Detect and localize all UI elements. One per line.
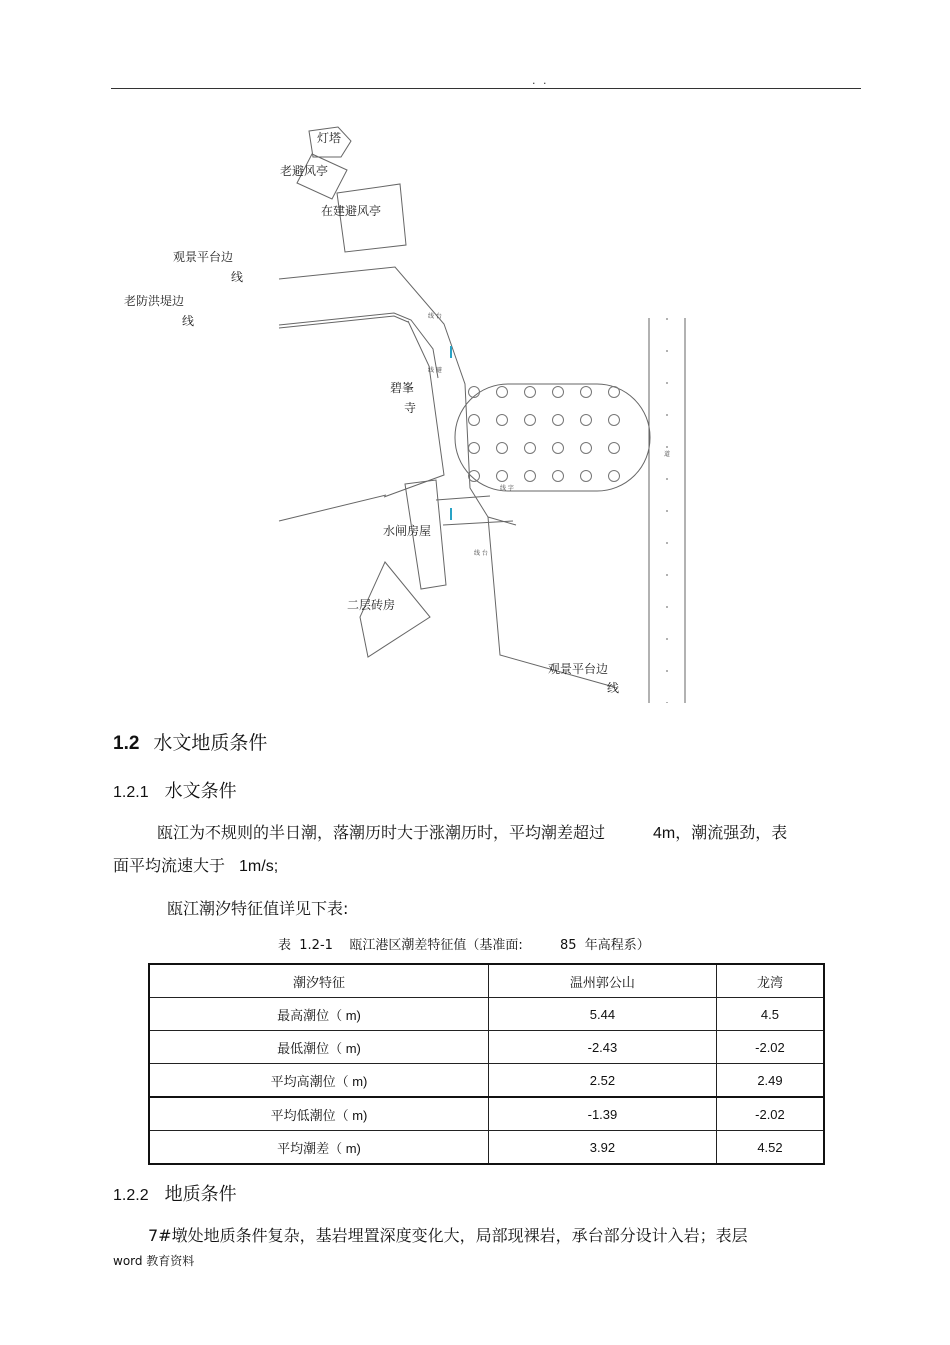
pile-circle [581,443,592,454]
table-header-cell: 温州郭公山 [488,964,716,998]
pile-circle [581,387,592,398]
table-row [149,1097,824,1131]
subsection-heading-hydrology [113,777,237,803]
pile-circle [609,443,620,454]
pile-circle [581,471,592,482]
pile-circle [553,387,564,398]
text-run: 瓯江为不规则的半日潮，落潮历时大于涨潮历时，平均潮差超过 [157,823,606,842]
text-run: 面平均流速大于 [113,856,226,875]
label-old-pavilion: 老避风亭 [280,164,329,178]
pile-circle [525,415,536,426]
pile-circle [497,443,508,454]
new-pavilion-shape [337,184,406,252]
pile-grid [469,387,620,482]
table-caption: 表 1.2-1 瓯江港区潮差特征值（基准面: 85 年高程系） [278,938,650,953]
subsection-title: 地质条件 [164,1184,237,1205]
table-cell: 2.52 [488,1064,716,1098]
footer-text: word 教育资料 [113,1254,195,1268]
label-sluice-house: 水闸房屋 [383,524,432,538]
pile-circle [525,443,536,454]
pile-circle [553,443,564,454]
tiny-annotation: 线 避 [428,367,442,374]
table-cell: 最高潮位（ m) [149,998,488,1031]
label-temple: 碧峯 [390,381,415,395]
header-rule [111,88,861,89]
text-run: 1m/s; [239,858,279,875]
tiny-annotation: 线 字 [500,485,514,492]
header-dots: . . [532,74,549,87]
table-row [149,1031,824,1064]
pile-circle [609,415,620,426]
label-platform-edge-2-line: 线 [607,681,620,695]
section-heading [113,728,267,755]
table-cell: -2.43 [488,1031,716,1064]
table-cell: -2.02 [716,1097,824,1131]
subsection-number: 1.2.2 [113,1187,149,1204]
table-cell: 平均低潮位（ m) [149,1097,488,1131]
section-title: 水文地质条件 [153,732,268,754]
label-platform-edge: 观景平台边 [173,250,234,264]
pile-circle [497,415,508,426]
subsection-title: 水文条件 [164,781,237,802]
table-cell: -2.02 [716,1031,824,1064]
paragraph-line [113,849,278,883]
text-run: 4m [653,825,676,842]
pile-circle [525,471,536,482]
tiny-annotation: 线 台 [428,313,442,320]
pile-circle [525,387,536,398]
pile-circle [609,387,620,398]
tide-table [148,963,825,1165]
pile-circle [553,415,564,426]
table-header-cell: 潮汐特征 [149,964,488,998]
pile-circle [497,471,508,482]
label-new-pavilion: 在建避风亭 [321,204,382,218]
table-cell: 3.92 [488,1131,716,1165]
text-run: ，潮流强劲，表 [675,823,788,842]
table-cell: 最低潮位（ m) [149,1031,488,1064]
flood-wall-line [279,313,438,378]
label-flood-wall-line: 线 [182,314,195,328]
subsection-number: 1.2.1 [113,784,149,801]
paragraph: 7#墩处地质条件复杂，基岩埋置深度变化大，局部现裸岩，承台部分设计入岩；表层 [148,1226,748,1245]
table-cell: 5.44 [488,998,716,1031]
paragraph: 瓯江潮汐特征值详见下表: [167,899,349,918]
table-cell: 平均潮差（ m) [149,1131,488,1165]
table-cell: 2.49 [716,1064,824,1098]
pile-circle [469,415,480,426]
table-row [149,998,824,1031]
section-number: 1.2 [113,733,140,754]
table-header-cell: 龙湾 [716,964,824,998]
pile-circle [553,471,564,482]
label-flood-wall: 老防洪堤边 [124,294,185,308]
table-cell: 4.5 [716,998,824,1031]
temple-lower-edge [279,495,386,521]
label-platform-edge-line: 线 [231,270,244,284]
table-row [149,1131,824,1165]
table-header-row [149,964,824,998]
table-row [149,1064,824,1098]
pile-circle [469,471,480,482]
table-cell: 4.52 [716,1131,824,1165]
pile-circle [497,387,508,398]
label-lighthouse: 灯塔 [317,131,342,145]
label-platform-edge-2: 观景平台边 [548,662,609,676]
label-temple-2: 寺 [404,401,417,415]
tiny-annotation: 道 [664,451,671,458]
table-cell: 平均高潮位（ m) [149,1064,488,1098]
site-map [0,100,950,710]
table-cell: -1.39 [488,1097,716,1131]
tiny-annotation: 线 台 [474,550,488,557]
pile-circle [469,443,480,454]
subsection-heading-geology [113,1180,237,1206]
pile-circle [609,471,620,482]
pile-circle [581,415,592,426]
label-brick-house: 二层砖房 [347,598,396,612]
paragraph-line [157,816,857,850]
